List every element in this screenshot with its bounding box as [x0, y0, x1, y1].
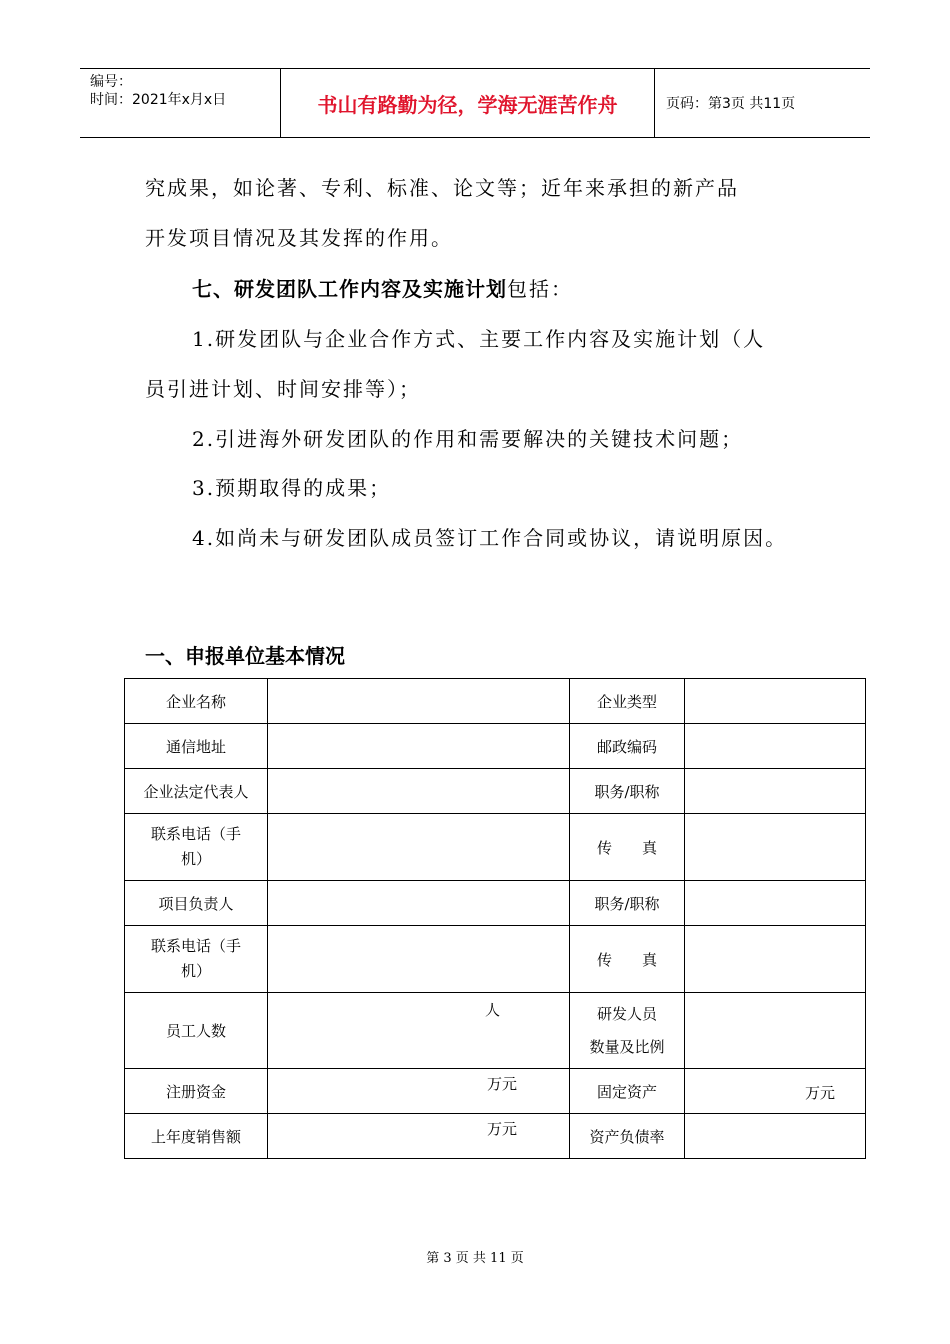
- page-header: [80, 68, 870, 138]
- header-page-info: 页码：第3页 共11页: [666, 96, 796, 112]
- label-company-name: 企业名称: [125, 679, 268, 724]
- label-legal-rep: 企业法定代表人: [125, 769, 268, 814]
- section-title: 一、申报单位基本情况: [145, 644, 345, 668]
- header-time-label: 时间：2021年x月x日: [90, 92, 227, 108]
- table-row: [125, 993, 866, 1069]
- body-line: 4.如尚未与研发团队成员签订工作合同或协议，请说明原因。: [192, 526, 788, 550]
- body-line: 2.引进海外研发团队的作用和需要解决的关键技术问题；: [192, 427, 744, 451]
- unit-wanyuan: 万元: [487, 1075, 518, 1093]
- header-meta: [90, 73, 280, 109]
- label-position: 职务/职称: [570, 881, 685, 926]
- input-legal-rep[interactable]: [268, 769, 570, 814]
- label-fixed-assets: 固定资产: [570, 1069, 685, 1114]
- label-rd-staff: [570, 993, 685, 1069]
- unit-wanyuan: 万元: [805, 1084, 836, 1102]
- unit-people: 人: [485, 1001, 501, 1019]
- label-project-lead: 项目负责人: [125, 881, 268, 926]
- label-postcode: 邮政编码: [570, 724, 685, 769]
- input-fax[interactable]: [685, 814, 866, 881]
- table-row: [125, 724, 866, 769]
- body-line: 3.预期取得的成果；: [192, 476, 392, 500]
- table-row: [125, 814, 866, 881]
- label-employees: 员工人数: [125, 993, 268, 1069]
- label-phone-line1: 联系电话（手: [150, 825, 241, 843]
- input-company-name[interactable]: [268, 679, 570, 724]
- input-company-type[interactable]: [685, 679, 866, 724]
- table-row: [125, 679, 866, 724]
- input-postcode[interactable]: [685, 724, 866, 769]
- table-row: [125, 1069, 866, 1114]
- label-reg-capital: 注册资金: [125, 1069, 268, 1114]
- body-heading-seven: [192, 273, 573, 302]
- label-phone-line1: 联系电话（手: [150, 937, 241, 955]
- input-position[interactable]: [685, 769, 866, 814]
- label-debt-ratio: 资产负债率: [570, 1114, 685, 1159]
- label-position: 职务/职称: [570, 769, 685, 814]
- input-project-lead[interactable]: [268, 881, 570, 926]
- input-phone[interactable]: [268, 814, 570, 881]
- input-employees[interactable]: [268, 993, 570, 1069]
- input-fax[interactable]: [685, 926, 866, 993]
- input-fixed-assets[interactable]: [685, 1069, 866, 1114]
- unit-wanyuan: 万元: [487, 1120, 518, 1138]
- label-rd-staff-line1: 研发人员: [596, 1004, 657, 1023]
- label-address: 通信地址: [125, 724, 268, 769]
- label-phone: [125, 814, 268, 881]
- label-fax: 传 真: [570, 926, 685, 993]
- body-line: 究成果，如论著、专利、标准、论文等；近年来承担的新产品: [145, 176, 739, 200]
- heading-seven-bold: 七、研发团队工作内容及实施计划: [192, 277, 507, 301]
- header-number-label: 编号：: [90, 74, 132, 90]
- label-phone-line2: 机）: [180, 962, 211, 980]
- input-rd-staff[interactable]: [685, 993, 866, 1069]
- input-phone[interactable]: [268, 926, 570, 993]
- input-address[interactable]: [268, 724, 570, 769]
- basic-info-table: [124, 678, 866, 1159]
- label-company-type: 企业类型: [570, 679, 685, 724]
- label-fax: 传 真: [570, 814, 685, 881]
- table-row: [125, 1114, 866, 1159]
- body-line: 1.研发团队与企业合作方式、主要工作内容及实施计划（人: [192, 327, 766, 351]
- heading-seven-rest: 包括：: [507, 277, 573, 301]
- label-phone: [125, 926, 268, 993]
- table-row: [125, 881, 866, 926]
- input-debt-ratio[interactable]: [685, 1114, 866, 1159]
- label-rd-staff-line2: 数量及比例: [589, 1037, 665, 1056]
- table-row: [125, 926, 866, 993]
- input-position[interactable]: [685, 881, 866, 926]
- header-motto: 书山有路勤为径，学海无涯苦作舟: [317, 92, 618, 117]
- body-line: 员引进计划、时间安排等）；: [145, 377, 421, 401]
- body-line: 开发项目情况及其发挥的作用。: [145, 226, 453, 250]
- label-phone-line2: 机）: [180, 850, 211, 868]
- table-row: [125, 769, 866, 814]
- input-reg-capital[interactable]: [268, 1069, 570, 1114]
- header-divider: [654, 69, 655, 137]
- input-last-sales[interactable]: [268, 1114, 570, 1159]
- page-footer: 第 3 页 共 11 页: [426, 1251, 524, 1266]
- label-last-sales: 上年度销售额: [125, 1114, 268, 1159]
